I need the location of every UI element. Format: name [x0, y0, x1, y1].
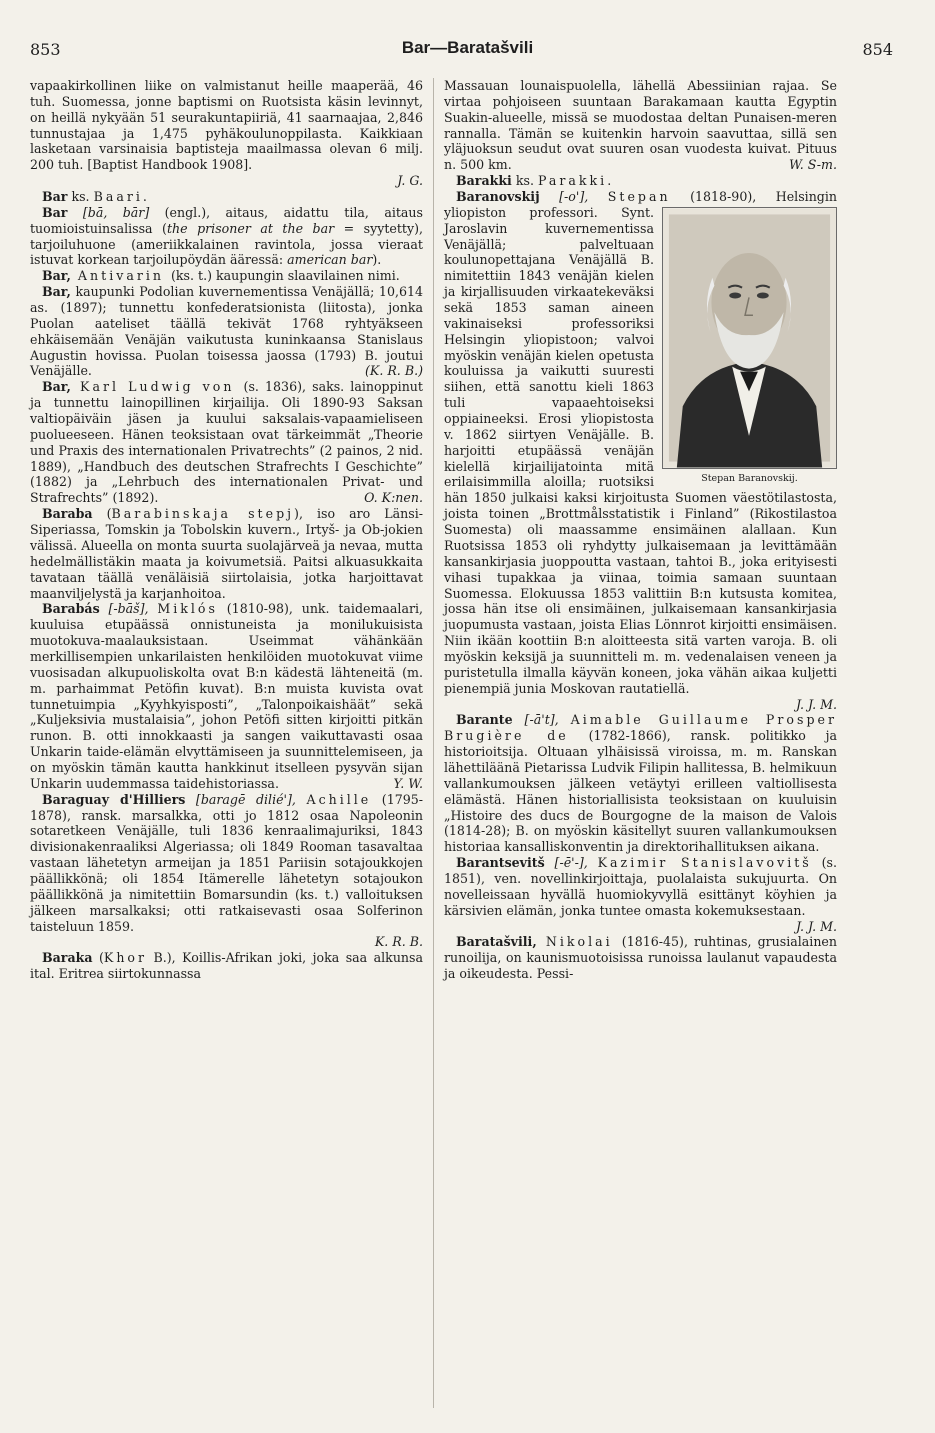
entry-bar-karl-ludwig: Bar, Karl Ludwig von (s. 1836), saks. lainoppinut ja tunnettu lainopillinen kirjailija. Oli 1890-93 Saksan valtiopäiväin jäsen ja kuului saksalais-vapaamieliseen puolueeseen. Hänen teoksistaan ovat tärkeimmät „Theorie und Praxis des internationalen Privatrechts” (2 painos, 2 nid. 1889), „Handbuch des deutschen Strafrechts I Geschichte” (1882) ja „Lehrbuch des internationalen Privat- und Strafrechts” (1892). O. K:nen.	[30, 379, 423, 506]
headword: Bar,	[42, 284, 71, 300]
signature: (K. R. B.)	[365, 363, 423, 379]
page-number-left: 853	[30, 40, 61, 59]
entry-bar-engl: Bar [bā, bār] (engl.), aitaus, aidattu tila, aitaus tuomioistuinsalissa (the prisoner at the bar = syytetty), tarjoiluhuone (ameriikkalainen ravintola, jossa vieraat istuvat korkean tarjoilupöydän ääressä: american bar).	[30, 204, 424, 268]
headword: Baratašvili,	[456, 934, 537, 950]
headword: Baraka	[42, 950, 93, 966]
entry-barakki: Barakki ks. Parakki.	[456, 173, 612, 189]
signature: K. R. B.	[374, 934, 423, 950]
entry-baptist-continued: vapaakirkollinen liike on valmistanut heille maaperää, 46 tuh. Suomessa, jonne baptismi on Ruotsista käsin levinnyt, on heillä nykyään 51 seurakuntapiiriä, 41 saarnaajaa, 2,846 tunnustajaa ja 1,475 pyhäkoulunoppilasta. Kaikkiaan lasketaan varsinaisia baptisteja maailmassa olevan 6 milj. 200 tuh. [Baptist Handbook 1908]. J. G.	[30, 78, 423, 189]
entry-baratasvili: Baratašvili, Nikolai (1816-45), ruhtinas, grusialainen runoilija, on kaunismuotoisissa runoissa laulanut vapaudesta ja oikeudesta. Pessi-	[444, 934, 837, 982]
entry-bar-antivari: Bar, Antivarin (ks. t.) kaupungin slaavilainen nimi.	[42, 268, 400, 284]
signature: J. J. M.	[795, 918, 837, 934]
portrait-figure	[662, 207, 837, 485]
headword: Bar	[42, 204, 68, 220]
headword: Barantsevitš	[456, 855, 545, 871]
entry-barantsevits: Barantsevitš [-ē'-], Kazimir Stanislavovitš (s. 1851), ven. novellinkirjoittaja, puolalaista sukujuurta. On novelleissaan hyvällä huomiokyvyllä esittänyt köyhien ja kärsivien elämän, jonka tuntee omasta kokemuksestaan. J. J. M.	[444, 855, 837, 934]
headword: Barakki	[456, 173, 512, 189]
headword: Bar,	[42, 379, 71, 395]
running-head: Bar—Baratašvili	[401, 38, 534, 57]
headword: Baraba	[42, 506, 93, 522]
headword: Baranovskij	[456, 189, 540, 205]
entry-barabas: Barabás [-bāš], Miklós (1810-98), unk. taidemaalari, kuuluisa etupäässä onnistuneista ja monilukuisista muotokuva-maalauksistaan. Useimmat vähänkään merkillisempien unkarilaisten henkilöiden muotokuvat viime vuosisadan alkupuoliskolta ovat B:n kädestä lähteneitä (m. m. parhaimmat Petöfin kuvat). B:n muista kuvista ovat tunnetuimpia „Kyyhkyisposti”, „Talonpoikaishäät” sekä „Kuljeksivia mustalaisia”, johon Petöfi sitten kirjoitti pitkän runon. B. otti innokkaasti ja sangen vaikuttavasti osaa Unkarin taide-elämän elvyttämiseen ja suunnittelemiseen, ja on myöskin tämän kautta hankkinut itselleen pysyvän sijan Unkarin uudemmassa taidehistoriassa. Y. W.	[30, 601, 424, 791]
left-column	[30, 78, 423, 982]
entry-baraka-continued: Massauan lounaispuolella, lähellä Abessiinian rajaa. Se virtaa pohjoiseen suuntaan Barakamaan kautta Egyptin Suakin-alueelle, missä se muodostaa deltan Punaisen-meren rannalla. Tämän se kuitenkin harvoin saavuttaa, sillä sen yläjuoksun seudut ovat suuren osan vuodesta kuivat. Pituus n. 500 km. W. S-m.	[444, 78, 837, 173]
headword: Barante	[456, 712, 513, 728]
portrait-caption: Stepan Baranovskij.	[701, 472, 798, 484]
entry-baraka: Baraka (Khor B.), Koillis-Afrikan joki, joka saa alkunsa ital. Eritrea siirtokunnassa	[30, 950, 424, 982]
entry-bar-podolia: Bar, kaupunki Podolian kuvernementissa Venäjällä; 10,614 as. (1897); tunnettu konfederatsionista (liitosta), jonka Puolan aateliset täällä tekivät 1768 ryhtyäkseen ehkäisemään Venäjän vaikutusta kuninkaansa Stanislaus Augustin hovissa. Puolan toisessa jaossa (1793) B. joutui Venäjälle. (K. R. B.)	[30, 284, 423, 379]
signature: J. G.	[397, 173, 423, 189]
right-column	[444, 78, 837, 982]
headword: Barabás	[42, 601, 100, 617]
entry-baranovskij: Baranovskij [-o'], Stepan (1818-90), Helsingin yliopiston professori. Stepan Baranovskij. Synt. Jaroslavin kuvernementissa Venäjällä; palveltuaan koulunopettajana Venäjällä B. nimitettiin 1843 venäjän kielen ja kirjallisuuden virkaatekeväksi sekä 1853 saman aineen vakinaiseksi professoriksi Helsingin yliopistoon; valvoi myöskin venäjän kielen opetusta kouluissa ja vaikutti suuresti siihen, että sanottu kieli 1863 tuli vapaaehtoiseksi oppiaineeksi. Erosi yliopistosta v. 1862 siirtyen Venäjälle. B. harjoitti etupäässä venäjän kielellä kirjailijatointa mitä erilaisimmilla aloilla; ruotsiksi hän 1850 julkaisi kaksi kirjoitusta Suomen väestötilastosta, joista toinen „Brottmålsstatistik i Finland” (Rikostilastoa Suomesta) oli maassamme ensimäinen alallaan. Kun Ruotsissa 1853 oli ryhdytty julkaisemaan ja levittämään kansankirjasia juoppoutta vastaan, tahtoi B., joka erityisesti vihasi tupakkaa ja viinaa, toimia samaan suuntaan Suomessa. Elokuussa 1853 valittiin B:n kutsusta komitea, jossa hän itse oli ensimäinen, julkaisemaan kansankirjasia juopumusta vastaan, joista Elias Lönnrot kirjoitti ensimäisen. Niin ikään koottiin B:n aloitteesta sitä varten varoja. B. oli myöskin keksijä ja suunnitteli m. m. vedenalaisen veneen ja puristetulla ilmalla käyvän koneen, joka vähän aikaa kuljetti pienempiä junia Moskovan rautatiellä. J. J. M.	[444, 189, 838, 712]
signature: J. J. M.	[795, 696, 837, 712]
signature: O. K:nen.	[364, 490, 423, 506]
portrait-image	[662, 207, 837, 469]
entry-baraba: Baraba (Barabinskaja stepj), iso aro Länsi-Siperiassa, Tomskin ja Tobolskin kuvern., Irtyš- ja Ob-jokien välissä. Alueella on monta suurta suolajärveä ja nevaa, mutta hedelmällistäkin maata ja koivumetsiä. Paitsi alkuasukkaita tavataan täällä venäläisiä siirtolaisia, jotka harjoittavat maanviljelystä ja karjanhoitoa.	[30, 506, 423, 601]
entry-bar-ks: Bar ks. Baari.	[42, 189, 147, 205]
entry-baraguay-dhilliers: Baraguay d'Hilliers [baragē dilié'], Achille (1795-1878), ransk. marsalkka, otti jo 1812 osaa Napoleonin sotaretkeen Venäjälle, tuli 1836 kenraalimajuriksi, 1843 divisionakenraaliksi Algeriassa; oli 1849 Rooman tasavaltaa vastaan lähetetyn armeijan ja 1851 Pariisin sotajoukkojen päällikkönä; oli 1854 Itämerelle lähetetyn sotajoukon päällikkönä ja nimitettiin Bomarsundin (ks. t.) valloituksen jälkeen marsalkaksi; otti ratkaisevasti osaa Solferinon taisteluun 1859. K. R. B.	[30, 791, 424, 950]
signature: Y. W.	[393, 775, 423, 791]
page-number-right: 854	[862, 40, 893, 59]
column-divider	[433, 78, 434, 1408]
entry-barante: Barante [-ā't], Aimable Guillaume Prosper Brugière de (1782-1866), ransk. politikko ja historioitsija. Oltuaan ylhäisissä viroissa, m. m. Ranskan lähettiläänä Pietarissa Ludvik Filipin hallitessa, B. helmikuun vallankumouksen jälkeen vetäytyi erilleen valtiollisesta elämästä. Hänen historiallisista teoksistaan on kuuluisin „Histoire des ducs de Bourgogne de la maison de Valois (1814-28); B. on myöskin käsitellyt suuren vallankumouksen historiaa kansalliskonventin ja direktorihallituksen aikana.	[444, 712, 838, 855]
signature: W. S-m.	[788, 157, 837, 173]
headword: Baraguay d'Hilliers	[42, 791, 186, 807]
headword: Bar,	[42, 268, 71, 284]
headword: Bar	[42, 189, 68, 205]
